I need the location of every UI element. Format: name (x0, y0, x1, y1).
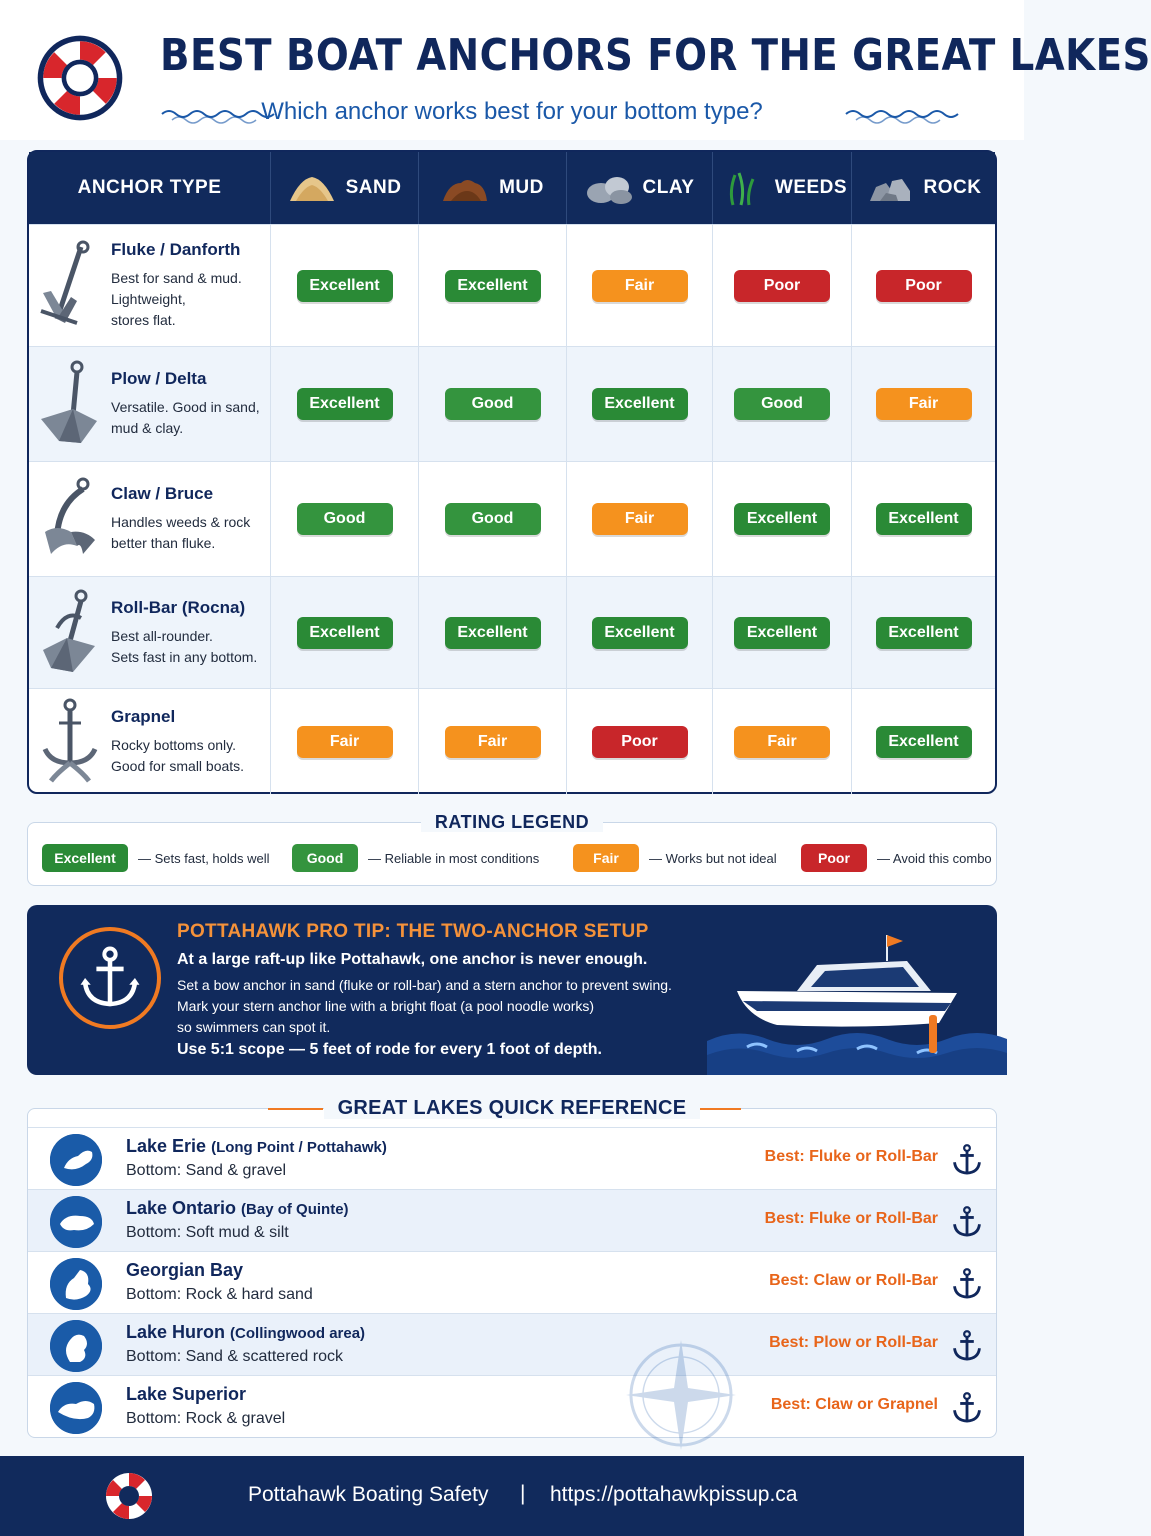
footer-url-link[interactable]: https://pottahawkpissup.ca (550, 1483, 798, 1506)
rating-badge: Poor (734, 270, 830, 302)
lake-best-anchor: Best: Plow or Roll-Bar (769, 1334, 938, 1351)
grapnel-anchor-icon (37, 697, 103, 787)
tip-line: so swimmers can spot it. (177, 1019, 331, 1035)
column-header-label: SAND (345, 177, 402, 198)
list-item (28, 1189, 996, 1251)
lake-bottom-type: Bottom: Sand & scattered rock (126, 1348, 343, 1365)
anchor-icon (950, 1390, 984, 1426)
tip-line: Mark your stern anchor line with a bright float (a pool noodle works) (177, 998, 595, 1014)
lake-name (126, 1322, 365, 1343)
lake-name-main: Lake Erie (126, 1136, 207, 1156)
rating-cell (419, 689, 567, 794)
rating-cell (567, 225, 713, 346)
lake-name-area: (Collingwood area) (230, 1325, 366, 1342)
anchor-rating-table (27, 150, 997, 794)
anchor-description: Handles weeds & rock better than fluke. (111, 514, 251, 551)
footer-org: Pottahawk Boating Safety (248, 1483, 489, 1506)
anchor-description: Versatile. Good in sand, mud & clay. (111, 399, 260, 436)
rating-badge: Fair (445, 726, 541, 758)
list-item (28, 1251, 996, 1313)
footer-separator: | (520, 1482, 526, 1505)
rating-cell (271, 689, 419, 794)
column-header-weeds (713, 152, 852, 224)
legend-text: — Reliable in most conditions (368, 850, 540, 866)
column-header-label: WEEDS (774, 177, 848, 198)
legend-item-good (292, 844, 539, 872)
tip-icon-ring (59, 927, 161, 1029)
fluke-anchor-icon (37, 241, 103, 331)
lake-name-main: Lake Huron (126, 1322, 226, 1342)
rating-cell (567, 577, 713, 688)
list-item (28, 1313, 996, 1375)
column-header-label: CLAY (642, 177, 695, 198)
column-header-label: ANCHOR TYPE (77, 177, 222, 198)
legend-text: — Avoid this combo (877, 850, 992, 866)
rating-badge: Good (297, 503, 393, 535)
anchor-info (111, 598, 257, 668)
legend-badge: Fair (573, 844, 639, 872)
lifebuoy-icon (104, 1471, 154, 1521)
anchor-info (111, 240, 242, 331)
rating-cell (419, 225, 567, 346)
sand-pile-icon (288, 171, 336, 205)
lake-bottom-type: Bottom: Soft mud & silt (126, 1224, 289, 1241)
anchor-icon (76, 944, 144, 1012)
rating-badge: Excellent (297, 270, 393, 302)
column-header-anchor-type (29, 152, 271, 224)
legend-title (0, 812, 1024, 833)
rating-cell (713, 347, 852, 461)
rating-badge: Excellent (592, 617, 688, 649)
anchor-name: Roll-Bar (Rocna) (111, 597, 246, 617)
claw-anchor-icon (37, 474, 103, 564)
pro-tip-panel (27, 905, 997, 1075)
lake-name (126, 1384, 246, 1405)
boat-illustration (707, 931, 997, 1075)
rating-cell (713, 689, 852, 794)
lake-best-anchor: Best: Claw or Roll-Bar (769, 1272, 938, 1289)
clay-rocks-icon (585, 171, 633, 205)
rating-cell (852, 225, 995, 346)
legend-badge: Poor (801, 844, 867, 872)
page-subtitle: Which anchor works best for your bottom type? (261, 98, 763, 125)
rating-badge: Excellent (734, 617, 830, 649)
table-row (29, 346, 995, 461)
lake-bottom-type: Bottom: Sand & gravel (126, 1162, 287, 1179)
column-header-label: ROCK (923, 177, 982, 198)
lake-map-icon (50, 1196, 102, 1248)
table-row (29, 688, 995, 794)
rating-badge: Good (445, 388, 541, 420)
lake-best-anchor: Best: Fluke or Roll-Bar (764, 1210, 938, 1227)
anchor-name: Plow / Delta (111, 369, 207, 388)
lake-map-icon (50, 1320, 102, 1372)
rating-badge: Excellent (297, 617, 393, 649)
rating-badge: Excellent (876, 617, 972, 649)
rating-cell (713, 462, 852, 576)
lake-map-icon (50, 1258, 102, 1310)
lake-name-main: Lake Ontario (126, 1198, 237, 1218)
rating-badge: Good (445, 503, 541, 535)
lake-map-icon (50, 1134, 102, 1186)
lake-name-area: (Long Point / Pottahawk) (211, 1139, 387, 1156)
tip-line: Use 5:1 scope — 5 feet of rode for every 1 foot of depth. (177, 1041, 602, 1058)
quick-reference-panel (27, 1108, 997, 1438)
rating-badge: Excellent (445, 617, 541, 649)
lake-name (126, 1136, 387, 1157)
rating-cell (713, 577, 852, 688)
lake-name-main: Lake Superior (126, 1384, 247, 1404)
lake-bottom-type: Bottom: Rock & hard sand (126, 1286, 313, 1303)
rating-cell (567, 689, 713, 794)
rating-badge: Excellent (734, 503, 830, 535)
column-header-mud (419, 152, 567, 224)
quick-reference-title (0, 1097, 1024, 1120)
column-header-label: MUD (499, 177, 544, 198)
anchor-description: Best all-rounder. Sets fast in any bottom. (111, 627, 258, 665)
compass-rose-icon (606, 1320, 756, 1470)
anchor-icon (950, 1266, 984, 1302)
anchor-description: Best for sand & mud. Lightweight, stores flat. (111, 270, 242, 328)
legend-badge: Excellent (42, 844, 128, 872)
legend-item-poor (801, 844, 992, 872)
column-header-rock (852, 152, 995, 224)
list-item (28, 1375, 996, 1437)
rating-cell (713, 225, 852, 346)
rating-cell (567, 462, 713, 576)
anchor-type-cell (29, 225, 271, 346)
anchor-icon (950, 1204, 984, 1240)
anchor-type-cell (29, 347, 271, 461)
rating-cell (567, 347, 713, 461)
rating-badge: Excellent (592, 388, 688, 420)
anchor-info (111, 369, 260, 439)
rating-cell (852, 689, 995, 794)
rating-badge: Good (734, 388, 830, 420)
anchor-type-cell (29, 689, 271, 794)
rating-cell (852, 577, 995, 688)
lake-map-icon (50, 1382, 102, 1434)
rating-badge: Excellent (297, 388, 393, 420)
rating-cell (419, 577, 567, 688)
rating-badge: Excellent (445, 270, 541, 302)
table-row (29, 576, 995, 688)
lake-name (126, 1198, 349, 1219)
tip-line: At a large raft-up like Pottahawk, one anchor is never enough. (177, 951, 648, 968)
lake-bottom-type: Bottom: Rock & gravel (126, 1410, 286, 1427)
rating-badge: Poor (876, 270, 972, 302)
mud-pile-icon (441, 171, 489, 205)
tip-title: POTTAHAWK PRO TIP: THE TWO-ANCHOR SETUP (177, 921, 649, 942)
rock-icon (866, 171, 914, 205)
list-item (28, 1127, 996, 1189)
table-row (29, 224, 995, 346)
anchor-description: Rocky bottoms only. Good for small boats. (111, 736, 245, 774)
rating-cell (271, 577, 419, 688)
anchor-type-cell (29, 577, 271, 688)
legend-text: — Works but not ideal (649, 850, 777, 866)
anchor-name: Claw / Bruce (111, 484, 214, 503)
legend-text: — Sets fast, holds well (138, 850, 270, 866)
lake-name (126, 1260, 243, 1281)
wave-decoration (846, 104, 956, 124)
roll-bar-anchor-icon (37, 588, 103, 678)
rating-badge: Fair (592, 270, 688, 302)
lake-best-anchor: Best: Fluke or Roll-Bar (764, 1148, 938, 1165)
rating-cell (419, 462, 567, 576)
rating-cell (271, 347, 419, 461)
legend-item-excellent (42, 844, 270, 872)
anchor-icon (950, 1328, 984, 1364)
rating-cell (271, 462, 419, 576)
lake-best-anchor: Best: Claw or Grapnel (770, 1396, 938, 1413)
rating-badge: Fair (876, 388, 972, 420)
anchor-info (111, 484, 250, 554)
rating-badge: Fair (734, 726, 830, 758)
column-header-clay (567, 152, 713, 224)
anchor-icon (950, 1142, 984, 1178)
legend-item-fair (573, 844, 777, 872)
lake-name-area: (Bay of Quinte) (241, 1201, 349, 1218)
anchor-name: Grapnel (111, 706, 176, 726)
quick-reference-title-text: GREAT LAKES QUICK REFERENCE (324, 1097, 701, 1119)
rating-cell (852, 347, 995, 461)
header (0, 0, 1151, 140)
rating-cell (419, 347, 567, 461)
tip-line: Set a bow anchor in sand (fluke or roll-bar) and a stern anchor to prevent swing. (177, 977, 672, 993)
column-header-sand (271, 152, 419, 224)
anchor-name: Fluke / Danforth (111, 240, 241, 259)
rating-badge: Fair (592, 503, 688, 535)
legend-badge: Good (292, 844, 358, 872)
lifebuoy-icon (34, 32, 126, 124)
table-row (29, 461, 995, 576)
page-title: BEST BOAT ANCHORS FOR THE GREAT LAKES (160, 30, 1151, 81)
rating-badge: Excellent (876, 503, 972, 535)
rating-cell (852, 462, 995, 576)
footer (0, 1456, 1024, 1536)
anchor-type-cell (29, 462, 271, 576)
lake-name-main: Georgian Bay (126, 1260, 244, 1280)
rating-badge: Excellent (876, 726, 972, 758)
legend-title-text: RATING LEGEND (421, 812, 603, 832)
anchor-info (111, 707, 244, 777)
weeds-icon (717, 171, 765, 205)
table-header (29, 152, 995, 224)
rating-cell (271, 225, 419, 346)
rating-badge: Fair (297, 726, 393, 758)
plow-anchor-icon (37, 359, 103, 449)
rating-badge: Poor (592, 726, 688, 758)
